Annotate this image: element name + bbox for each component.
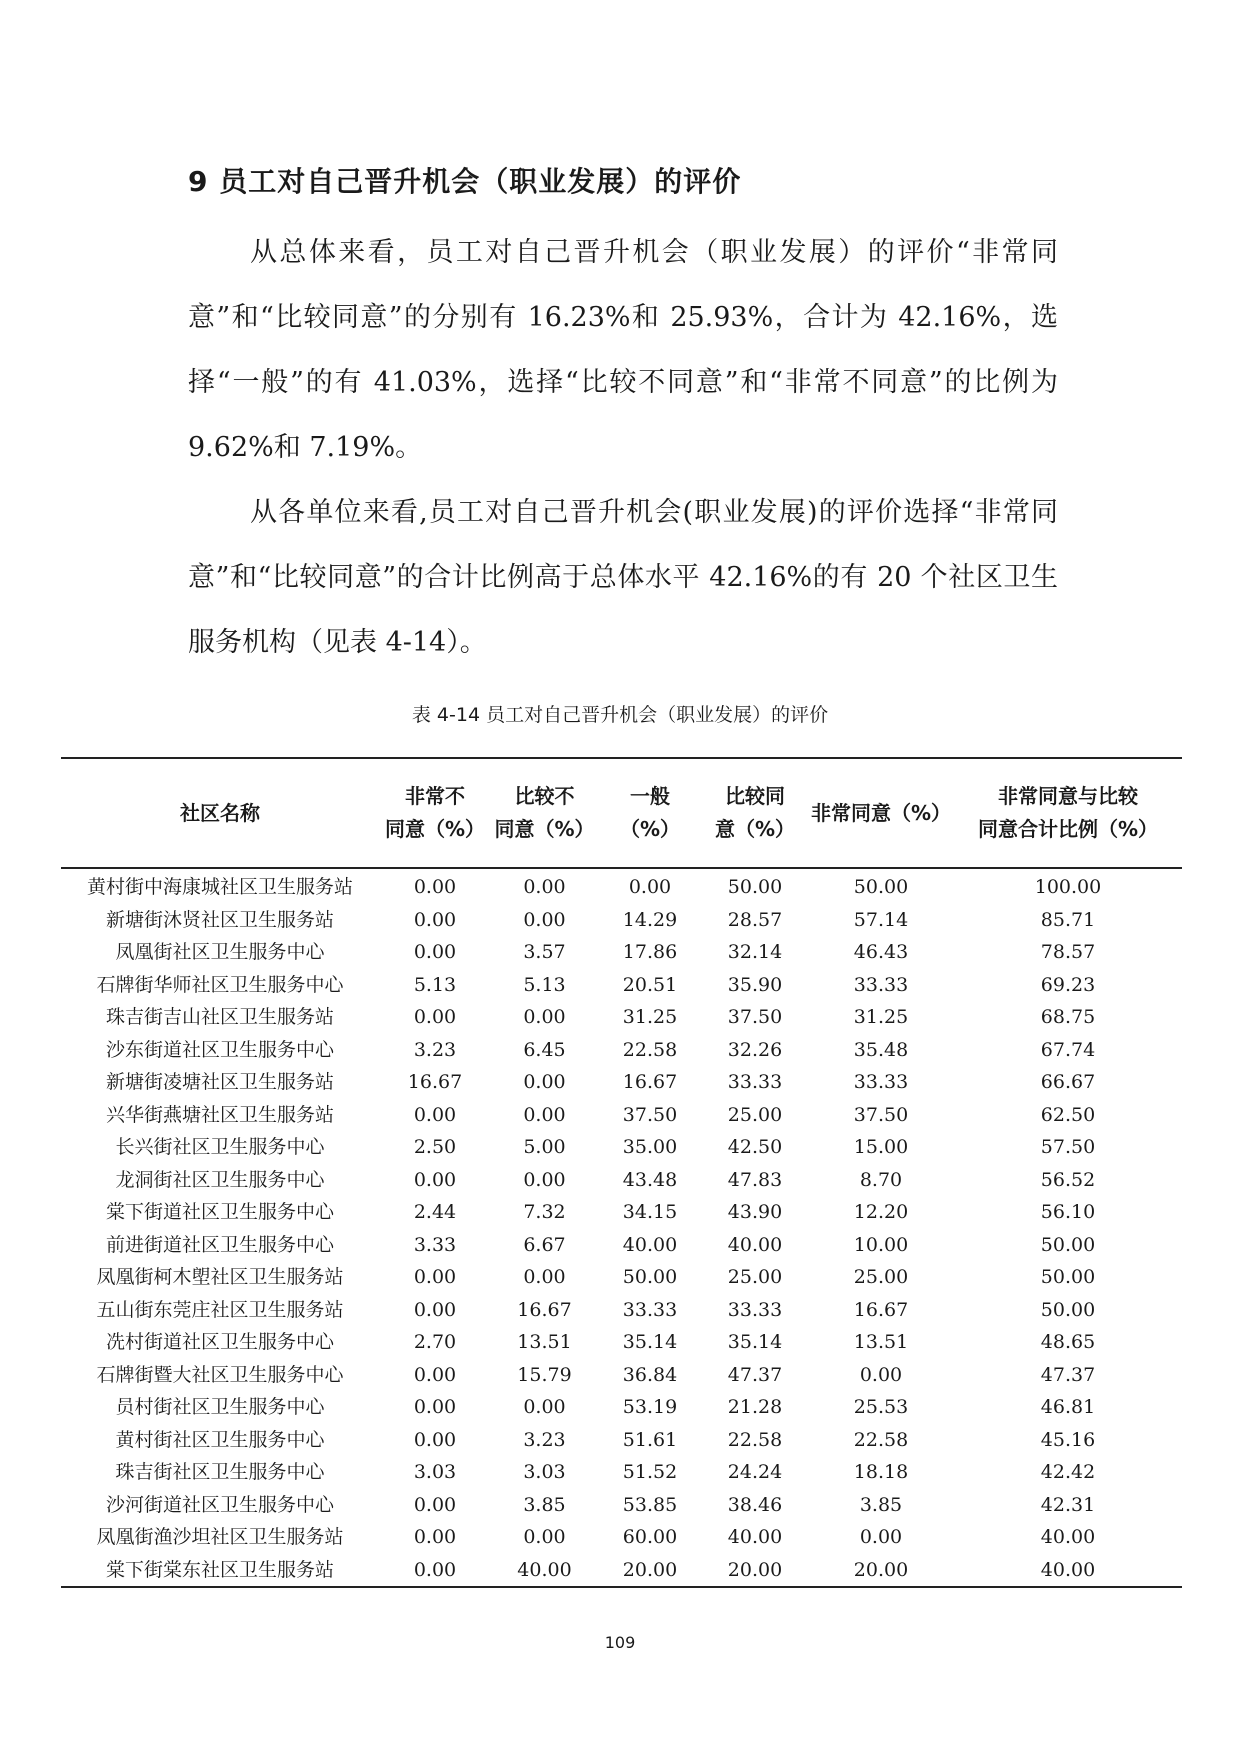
- table-row: [61, 1456, 1182, 1489]
- cell-agree: 32.14: [727, 941, 783, 964]
- cell-agree-total: 56.10: [1040, 1201, 1096, 1224]
- header-agree: [702, 758, 808, 868]
- cell-disagree: 0.00: [523, 1006, 566, 1029]
- table-caption: 表 4-14 员工对自己晋升机会（职业发展）的评价: [411, 704, 829, 726]
- cell-neutral: 33.33: [622, 1298, 678, 1321]
- header-line: 非常不: [405, 784, 465, 808]
- table-row: [61, 1391, 1182, 1424]
- cell-strongly-disagree: 0.00: [413, 941, 457, 964]
- cell-agree-total: 40.00: [1040, 1526, 1096, 1549]
- table-row: [61, 1196, 1182, 1229]
- cell-community-name: 石牌街暨大社区卫生服务中心: [96, 1363, 344, 1386]
- cell-agree: 22.58: [727, 1428, 783, 1451]
- cell-agree-total: 57.50: [1040, 1136, 1096, 1159]
- cell-agree-total: 46.81: [1040, 1396, 1096, 1419]
- cell-strongly-disagree: 0.00: [413, 908, 457, 931]
- table-row: [61, 1131, 1182, 1164]
- cell-agree-total: 48.65: [1040, 1331, 1096, 1354]
- paragraph-text: 从总体来看，员工对自己晋升机会（职业发展）的评价“非常同意”和“比较同意”的分别有 16.23%和 25.93%，合计为 42.16%，选择“一般”的有 41.03%，选择“比较不同意”和“非常不同意”的比例为 9.62%和 7.19%。: [188, 237, 1058, 463]
- cell-community-name: 凤凰街渔沙坦社区卫生服务站: [96, 1526, 344, 1549]
- paragraph-text: 从各单位来看,员工对自己晋升机会(职业发展)的评价选择“非常同意”和“比较同意”的合计比例高于总体水平 42.16%的有 20 个社区卫生服务机构（见表 4-14）。: [188, 497, 1058, 658]
- cell-strongly-agree: 13.51: [853, 1331, 909, 1354]
- table-row: [61, 969, 1182, 1002]
- cell-strongly-disagree: 0.00: [413, 1363, 457, 1386]
- header-line: 比较不: [514, 784, 575, 808]
- table-row: [61, 1099, 1182, 1132]
- cell-agree: 42.50: [727, 1136, 783, 1159]
- cell-agree-total: 67.74: [1040, 1038, 1096, 1061]
- header-line: 非常同意与比较: [998, 784, 1138, 808]
- cell-community-name: 龙洞街社区卫生服务中心: [115, 1168, 325, 1191]
- cell-community-name: 黄村街社区卫生服务中心: [115, 1428, 325, 1451]
- cell-community-name: 珠吉街社区卫生服务中心: [115, 1461, 325, 1484]
- cell-strongly-disagree: 16.67: [407, 1071, 463, 1094]
- cell-community-name: 五山街东莞庄社区卫生服务站: [96, 1298, 344, 1321]
- table-body: [61, 868, 1182, 1587]
- cell-disagree: 0.00: [523, 1168, 566, 1191]
- cell-strongly-agree: 18.18: [853, 1461, 909, 1484]
- cell-disagree: 6.67: [523, 1233, 566, 1256]
- table-row: [61, 904, 1182, 937]
- cell-agree-total: 50.00: [1040, 1298, 1096, 1321]
- cell-disagree: 0.00: [523, 1266, 566, 1289]
- cell-agree: 24.24: [727, 1461, 783, 1484]
- page-number: 109: [604, 1633, 636, 1652]
- cell-agree-total: 66.67: [1040, 1071, 1096, 1094]
- cell-strongly-agree: 16.67: [853, 1298, 909, 1321]
- cell-agree: 47.83: [727, 1168, 783, 1191]
- cell-community-name: 凤凰街柯木塱社区卫生服务站: [96, 1266, 344, 1289]
- table-row: [61, 1261, 1182, 1294]
- header-line: 意（%）: [714, 817, 796, 841]
- cell-neutral: 35.14: [622, 1331, 678, 1354]
- cell-agree: 25.00: [727, 1266, 783, 1289]
- header-line: 非常同意（%）: [810, 800, 952, 825]
- cell-agree: 35.14: [727, 1331, 783, 1354]
- cell-strongly-agree: 12.20: [853, 1201, 909, 1224]
- cell-neutral: 53.19: [622, 1396, 678, 1419]
- table-row: [61, 1554, 1182, 1588]
- cell-community-name: 兴华街燕塘社区卫生服务站: [105, 1103, 334, 1126]
- cell-neutral: 20.00: [622, 1558, 678, 1581]
- cell-agree: 38.46: [727, 1493, 783, 1516]
- cell-strongly-disagree: 3.03: [413, 1461, 457, 1484]
- cell-neutral: 14.29: [622, 908, 678, 931]
- cell-disagree: 0.00: [523, 1526, 566, 1549]
- cell-neutral: 31.25: [622, 1006, 678, 1029]
- cell-disagree: 13.51: [517, 1331, 572, 1354]
- cell-strongly-agree: 0.00: [859, 1363, 903, 1386]
- cell-community-name: 沙河街道社区卫生服务中心: [105, 1493, 334, 1516]
- cell-disagree: 3.03: [523, 1461, 566, 1484]
- cell-strongly-agree: 20.00: [853, 1558, 909, 1581]
- cell-strongly-agree: 0.00: [859, 1526, 903, 1549]
- cell-agree: 47.37: [727, 1363, 783, 1386]
- cell-neutral: 51.52: [622, 1461, 678, 1484]
- header-strongly-disagree: [379, 758, 491, 868]
- cell-community-name: 棠下街棠东社区卫生服务站: [105, 1558, 334, 1581]
- cell-strongly-disagree: 0.00: [413, 1006, 457, 1029]
- table-header-row: [61, 758, 1182, 868]
- cell-strongly-disagree: 0.00: [413, 1103, 457, 1126]
- cell-strongly-agree: 25.00: [853, 1266, 909, 1289]
- header-line: 社区名称: [180, 800, 260, 825]
- cell-neutral: 51.61: [622, 1428, 678, 1451]
- cell-agree: 40.00: [727, 1526, 783, 1549]
- cell-agree-total: 45.16: [1040, 1428, 1096, 1451]
- cell-agree-total: 50.00: [1040, 1233, 1096, 1256]
- cell-disagree: 0.00: [523, 1071, 566, 1094]
- cell-agree: 28.57: [727, 908, 783, 931]
- cell-neutral: 37.50: [622, 1103, 678, 1126]
- cell-strongly-disagree: 2.50: [413, 1136, 457, 1159]
- cell-strongly-agree: 37.50: [853, 1103, 909, 1126]
- cell-agree: 32.26: [727, 1038, 783, 1061]
- cell-neutral: 40.00: [622, 1233, 678, 1256]
- cell-community-name: 新塘街凌塘社区卫生服务站: [105, 1071, 334, 1094]
- cell-strongly-agree: 10.00: [853, 1233, 909, 1256]
- cell-strongly-agree: 15.00: [853, 1136, 909, 1159]
- cell-strongly-disagree: 0.00: [413, 1298, 457, 1321]
- cell-neutral: 60.00: [622, 1526, 678, 1549]
- cell-disagree: 0.00: [523, 1103, 566, 1126]
- cell-neutral: 36.84: [622, 1363, 678, 1386]
- cell-agree-total: 42.42: [1040, 1461, 1096, 1484]
- cell-strongly-disagree: 3.33: [413, 1233, 457, 1256]
- header-line: 同意（%）: [384, 817, 486, 841]
- cell-strongly-agree: 3.85: [859, 1493, 903, 1516]
- cell-strongly-disagree: 2.44: [413, 1201, 457, 1224]
- cell-agree: 35.90: [727, 973, 783, 996]
- cell-agree: 43.90: [727, 1201, 783, 1224]
- cell-strongly-agree: 33.33: [853, 973, 909, 996]
- table-row: [61, 1001, 1182, 1034]
- cell-strongly-disagree: 0.00: [413, 876, 457, 899]
- table-row: [61, 1034, 1182, 1067]
- cell-strongly-agree: 57.14: [853, 908, 909, 931]
- paragraph-by-unit: [188, 480, 1058, 675]
- cell-strongly-disagree: 0.00: [413, 1396, 457, 1419]
- cell-agree: 50.00: [727, 876, 783, 899]
- cell-agree-total: 56.52: [1040, 1168, 1096, 1191]
- cell-agree-total: 68.75: [1040, 1006, 1096, 1029]
- cell-disagree: 5.13: [523, 973, 566, 996]
- cell-strongly-disagree: 0.00: [413, 1558, 457, 1581]
- table-row: [61, 1164, 1182, 1197]
- cell-agree-total: 50.00: [1040, 1266, 1096, 1289]
- cell-neutral: 34.15: [622, 1201, 678, 1224]
- cell-strongly-agree: 25.53: [853, 1396, 909, 1419]
- section-title: 9 员工对自己晋升机会（职业发展）的评价: [188, 165, 742, 198]
- header-disagree: [491, 758, 598, 868]
- cell-agree: 40.00: [727, 1233, 783, 1256]
- cell-disagree: 0.00: [523, 908, 566, 931]
- header-neutral: [598, 758, 702, 868]
- cell-community-name: 棠下街道社区卫生服务中心: [105, 1201, 334, 1224]
- cell-agree-total: 85.71: [1040, 908, 1096, 931]
- cell-neutral: 16.67: [622, 1071, 678, 1094]
- cell-community-name: 前进街道社区卫生服务中心: [105, 1233, 334, 1256]
- cell-strongly-agree: 50.00: [853, 876, 909, 899]
- cell-disagree: 40.00: [517, 1558, 572, 1581]
- cell-strongly-disagree: 0.00: [413, 1168, 457, 1191]
- cell-disagree: 0.00: [523, 876, 566, 899]
- table-row: [61, 1066, 1182, 1099]
- table-row: [61, 1489, 1182, 1522]
- cell-agree-total: 69.23: [1040, 973, 1096, 996]
- header-strongly-agree: [808, 758, 954, 868]
- cell-strongly-agree: 22.58: [853, 1428, 909, 1451]
- cell-disagree: 5.00: [523, 1136, 566, 1159]
- cell-agree-total: 62.50: [1040, 1103, 1096, 1126]
- cell-strongly-disagree: 5.13: [413, 973, 457, 996]
- table-row: [61, 868, 1182, 904]
- cell-agree-total: 47.37: [1040, 1363, 1096, 1386]
- cell-disagree: 3.57: [523, 941, 566, 964]
- cell-neutral: 0.00: [628, 876, 672, 899]
- cell-community-name: 沙东街道社区卫生服务中心: [105, 1038, 334, 1061]
- cell-community-name: 员村街社区卫生服务中心: [115, 1396, 325, 1419]
- table-row: [61, 1229, 1182, 1262]
- header-agree-total: [954, 758, 1182, 868]
- table-row: [61, 1294, 1182, 1327]
- cell-neutral: 22.58: [622, 1038, 678, 1061]
- cell-agree: 33.33: [727, 1298, 783, 1321]
- table-row: [61, 1359, 1182, 1392]
- cell-community-name: 新塘街沐贤社区卫生服务站: [105, 908, 334, 931]
- cell-strongly-disagree: 3.23: [413, 1038, 457, 1061]
- cell-disagree: 3.85: [523, 1493, 566, 1516]
- cell-strongly-disagree: 0.00: [413, 1266, 457, 1289]
- cell-community-name: 黄村街中海康城社区卫生服务站: [86, 876, 353, 899]
- cell-disagree: 7.32: [523, 1201, 566, 1224]
- cell-strongly-agree: 31.25: [853, 1006, 909, 1029]
- cell-community-name: 冼村街道社区卫生服务中心: [105, 1331, 334, 1354]
- cell-neutral: 20.51: [622, 973, 678, 996]
- cell-neutral: 17.86: [622, 941, 678, 964]
- cell-strongly-disagree: 0.00: [413, 1493, 457, 1516]
- cell-strongly-disagree: 2.70: [413, 1331, 457, 1354]
- header-line: 一般: [630, 784, 670, 808]
- header-line: 比较同: [725, 784, 785, 808]
- cell-strongly-agree: 33.33: [853, 1071, 909, 1094]
- cell-neutral: 53.85: [622, 1493, 678, 1516]
- cell-community-name: 长兴街社区卫生服务中心: [115, 1136, 325, 1159]
- cell-community-name: 石牌街华师社区卫生服务中心: [96, 973, 344, 996]
- table-row: [61, 1521, 1182, 1554]
- cell-agree: 33.33: [727, 1071, 783, 1094]
- paragraph-overall: [188, 220, 1058, 480]
- cell-agree-total: 40.00: [1040, 1558, 1096, 1581]
- evaluation-table: [61, 757, 1182, 1588]
- cell-neutral: 35.00: [622, 1136, 678, 1159]
- table-row: [61, 936, 1182, 969]
- cell-neutral: 50.00: [622, 1266, 678, 1289]
- cell-agree: 37.50: [727, 1006, 783, 1029]
- cell-disagree: 0.00: [523, 1396, 566, 1419]
- header-community-name: [61, 758, 379, 868]
- cell-agree-total: 78.57: [1040, 941, 1096, 964]
- cell-disagree: 15.79: [517, 1363, 572, 1386]
- cell-agree: 21.28: [727, 1396, 783, 1419]
- cell-community-name: 珠吉街吉山社区卫生服务站: [105, 1006, 334, 1029]
- cell-strongly-agree: 35.48: [853, 1038, 909, 1061]
- table-row: [61, 1424, 1182, 1457]
- cell-strongly-disagree: 0.00: [413, 1526, 457, 1549]
- cell-strongly-disagree: 0.00: [413, 1428, 457, 1451]
- table-row: [61, 1326, 1182, 1359]
- header-line: 同意合计比例（%）: [977, 817, 1159, 841]
- cell-strongly-agree: 8.70: [859, 1168, 903, 1191]
- header-line: （%）: [619, 817, 681, 841]
- cell-agree: 25.00: [727, 1103, 783, 1126]
- cell-agree-total: 100.00: [1034, 876, 1102, 899]
- cell-strongly-agree: 46.43: [853, 941, 909, 964]
- cell-agree: 20.00: [727, 1558, 783, 1581]
- cell-community-name: 凤凰街社区卫生服务中心: [115, 941, 325, 964]
- cell-disagree: 16.67: [517, 1298, 572, 1321]
- cell-disagree: 3.23: [523, 1428, 566, 1451]
- header-line: 同意（%）: [494, 817, 595, 841]
- cell-agree-total: 42.31: [1040, 1493, 1096, 1516]
- cell-neutral: 43.48: [622, 1168, 678, 1191]
- cell-disagree: 6.45: [523, 1038, 566, 1061]
